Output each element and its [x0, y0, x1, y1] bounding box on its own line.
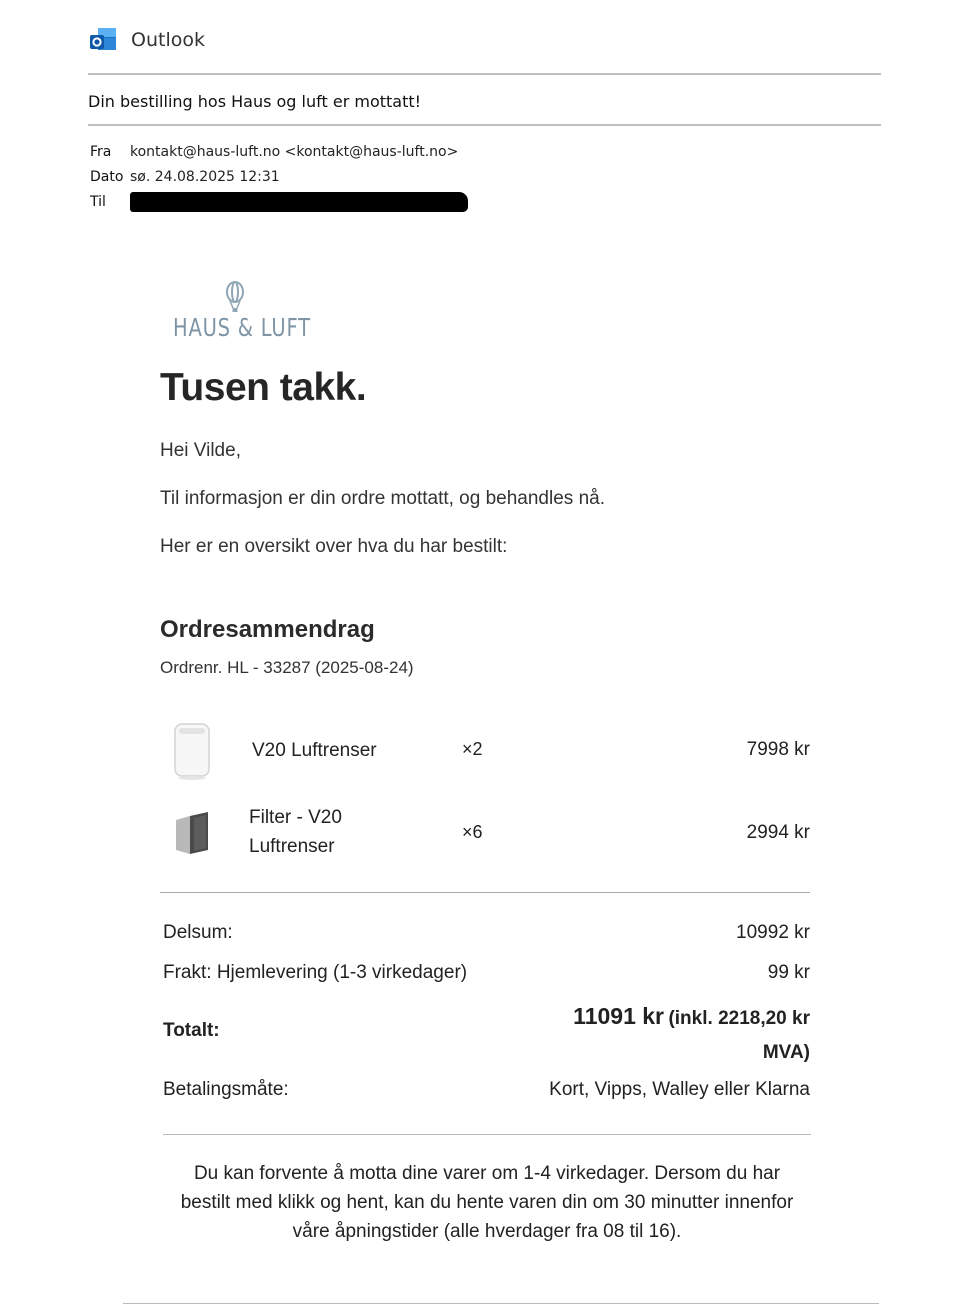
- total-amount: 11091 kr: [573, 1003, 664, 1029]
- from-value[interactable]: kontakt@haus-luft.no <kontakt@haus-luft.no>: [130, 144, 459, 160]
- header-divider: [88, 73, 881, 75]
- delivery-info-line2: bestilt med klikk og hent, kan du hente varen din om 30 minutter innenfor: [180, 1192, 794, 1213]
- subtotal-label: Delsum:: [163, 922, 233, 943]
- air-purifier-product-image: [170, 721, 214, 781]
- item-qty: ×2: [462, 739, 483, 759]
- email-subject: Din bestilling hos Haus og luft er mottatt!: [88, 92, 422, 111]
- item-qty: ×6: [462, 822, 483, 842]
- brand-logo-text: HAUS & LUFT: [173, 313, 311, 342]
- item-price: 2994 kr: [746, 822, 810, 843]
- item-name-filter-line2: Luftrenser: [249, 836, 335, 857]
- date-label: Dato: [90, 169, 124, 185]
- redacted-recipient: [130, 192, 468, 212]
- greeting-text: Hei Vilde,: [160, 440, 241, 461]
- item-price: 7998 kr: [746, 739, 810, 760]
- payment-label: Betalingsmåte:: [163, 1079, 289, 1100]
- info-text: Til informasjon er din ordre mottatt, og behandles nå.: [160, 488, 605, 509]
- thank-you-heading: Tusen takk.: [160, 366, 367, 409]
- item-name-filter-line1: Filter - V20: [249, 807, 342, 828]
- from-label: Fra: [90, 144, 112, 160]
- footer-divider: [123, 1303, 879, 1304]
- delivery-info-line3: våre åpningstider (alle hverdager fra 08 til 16).: [292, 1221, 682, 1242]
- total-label: Totalt:: [163, 1020, 220, 1041]
- total-vat-line1: (inkl. 2218,20 kr: [668, 1008, 810, 1029]
- overview-text: Her er en oversikt over hva du har bestilt:: [160, 536, 508, 557]
- subtotal-value: 10992 kr: [736, 922, 810, 943]
- total-vat-line2: MVA): [762, 1042, 810, 1063]
- outlook-logo-icon: [88, 26, 118, 54]
- delivery-info-line1: Du kan forvente å motta dine varer om 1-4 virkedager. Dersom du har: [193, 1163, 781, 1184]
- app-title: Outlook: [131, 29, 205, 51]
- date-value: sø. 24.08.2025 12:31: [130, 169, 280, 185]
- order-summary-heading: Ordresammendrag: [160, 616, 375, 643]
- shipping-value: 99 kr: [767, 962, 810, 983]
- to-label: Til: [90, 194, 106, 210]
- item-name-v20-luftrenser: V20 Luftrenser: [252, 740, 377, 761]
- total-value: [530, 1000, 810, 1070]
- hot-air-balloon-icon: [224, 281, 246, 313]
- items-divider: [160, 892, 810, 893]
- order-number: Ordrenr. HL - 33287 (2025-08-24): [160, 658, 414, 677]
- filter-product-image: [170, 804, 214, 864]
- shipping-label: Frakt: Hjemlevering (1-3 virkedager): [163, 962, 468, 983]
- subject-divider: [88, 124, 881, 126]
- delivery-info: [160, 1159, 814, 1246]
- payment-value: Kort, Vipps, Walley eller Klarna: [549, 1079, 810, 1100]
- summary-divider: [163, 1134, 811, 1135]
